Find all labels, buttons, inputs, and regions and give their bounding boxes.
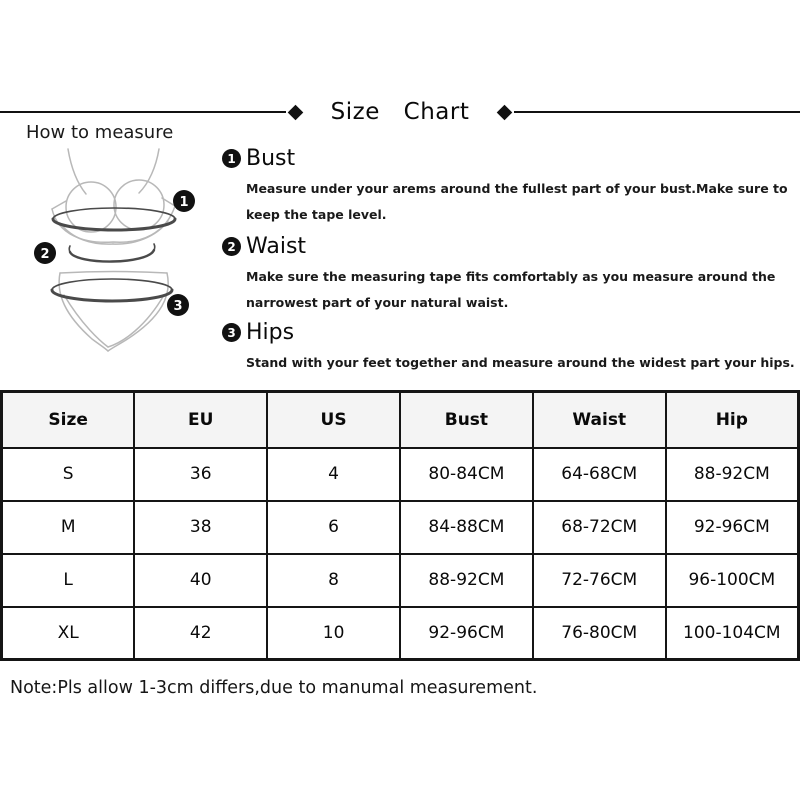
table-row-s <box>2 448 799 501</box>
cell-eu: 42 <box>134 607 267 660</box>
step-hips-name: Hips <box>246 320 295 345</box>
step-waist-heading <box>222 234 794 259</box>
cell-hip: 100-104CM <box>666 607 799 660</box>
how-to-measure-heading: How to measure <box>26 122 174 143</box>
title-rule-left <box>0 111 286 113</box>
figure-marker-1: 1 <box>179 195 189 210</box>
garment-outline <box>52 149 175 351</box>
cell-size: M <box>2 501 135 554</box>
step-waist <box>222 234 794 316</box>
page-title: Size Chart <box>330 99 470 125</box>
note-text: Note:Pls allow 1-3cm differs,due to manumal measurement. <box>10 678 538 698</box>
step-waist-name: Waist <box>246 234 307 259</box>
cell-waist: 68-72CM <box>533 501 666 554</box>
col-header-hip: Hip <box>666 392 799 448</box>
col-header-us: US <box>267 392 400 448</box>
bikini-measurement-illustration <box>12 143 212 373</box>
step-hips-description: Stand with your feet together and measure around the widest part your hips. <box>246 355 795 370</box>
circled-number-1-icon: 1 <box>222 149 241 168</box>
diamond-icon-right <box>497 104 513 120</box>
col-header-size: Size <box>2 392 135 448</box>
page-title-row <box>0 100 800 124</box>
col-header-eu: EU <box>134 392 267 448</box>
cell-size: S <box>2 448 135 501</box>
cell-bust: 84-88CM <box>400 501 533 554</box>
figure-marker-3: 3 <box>173 299 183 314</box>
step-bust-heading <box>222 146 794 171</box>
cell-bust: 92-96CM <box>400 607 533 660</box>
cell-bust: 88-92CM <box>400 554 533 607</box>
cell-waist: 64-68CM <box>533 448 666 501</box>
circled-number-2-icon: 2 <box>222 237 241 256</box>
cell-hip: 92-96CM <box>666 501 799 554</box>
col-header-waist: Waist <box>533 392 666 448</box>
table-row-l <box>2 554 799 607</box>
cell-hip: 96-100CM <box>666 554 799 607</box>
step-bust-name: Bust <box>246 146 296 171</box>
step-hips <box>222 320 794 376</box>
table-row-m <box>2 501 799 554</box>
cell-us: 10 <box>267 607 400 660</box>
step-waist-description: Make sure the measuring tape fits comfortably as you measure around the narrowest part of your natural waist. <box>246 269 776 310</box>
cell-waist: 76-80CM <box>533 607 666 660</box>
cell-us: 6 <box>267 501 400 554</box>
step-bust <box>222 146 794 228</box>
diamond-icon-left <box>287 104 303 120</box>
step-bust-description: Measure under your arems around the fullest part of your bust.Make sure to keep the tape level. <box>246 181 788 222</box>
table-row-xl <box>2 607 799 660</box>
title-rule-right <box>514 111 800 113</box>
circled-number-3-icon: 3 <box>222 323 241 342</box>
cell-size: XL <box>2 607 135 660</box>
cell-eu: 40 <box>134 554 267 607</box>
size-table-header-row <box>2 392 799 448</box>
col-header-bust: Bust <box>400 392 533 448</box>
size-table <box>0 390 800 661</box>
cell-bust: 80-84CM <box>400 448 533 501</box>
cell-us: 8 <box>267 554 400 607</box>
cell-eu: 36 <box>134 448 267 501</box>
cell-hip: 88-92CM <box>666 448 799 501</box>
step-hips-heading <box>222 320 794 345</box>
cell-eu: 38 <box>134 501 267 554</box>
cell-waist: 72-76CM <box>533 554 666 607</box>
cell-size: L <box>2 554 135 607</box>
figure-marker-2: 2 <box>40 247 50 262</box>
cell-us: 4 <box>267 448 400 501</box>
